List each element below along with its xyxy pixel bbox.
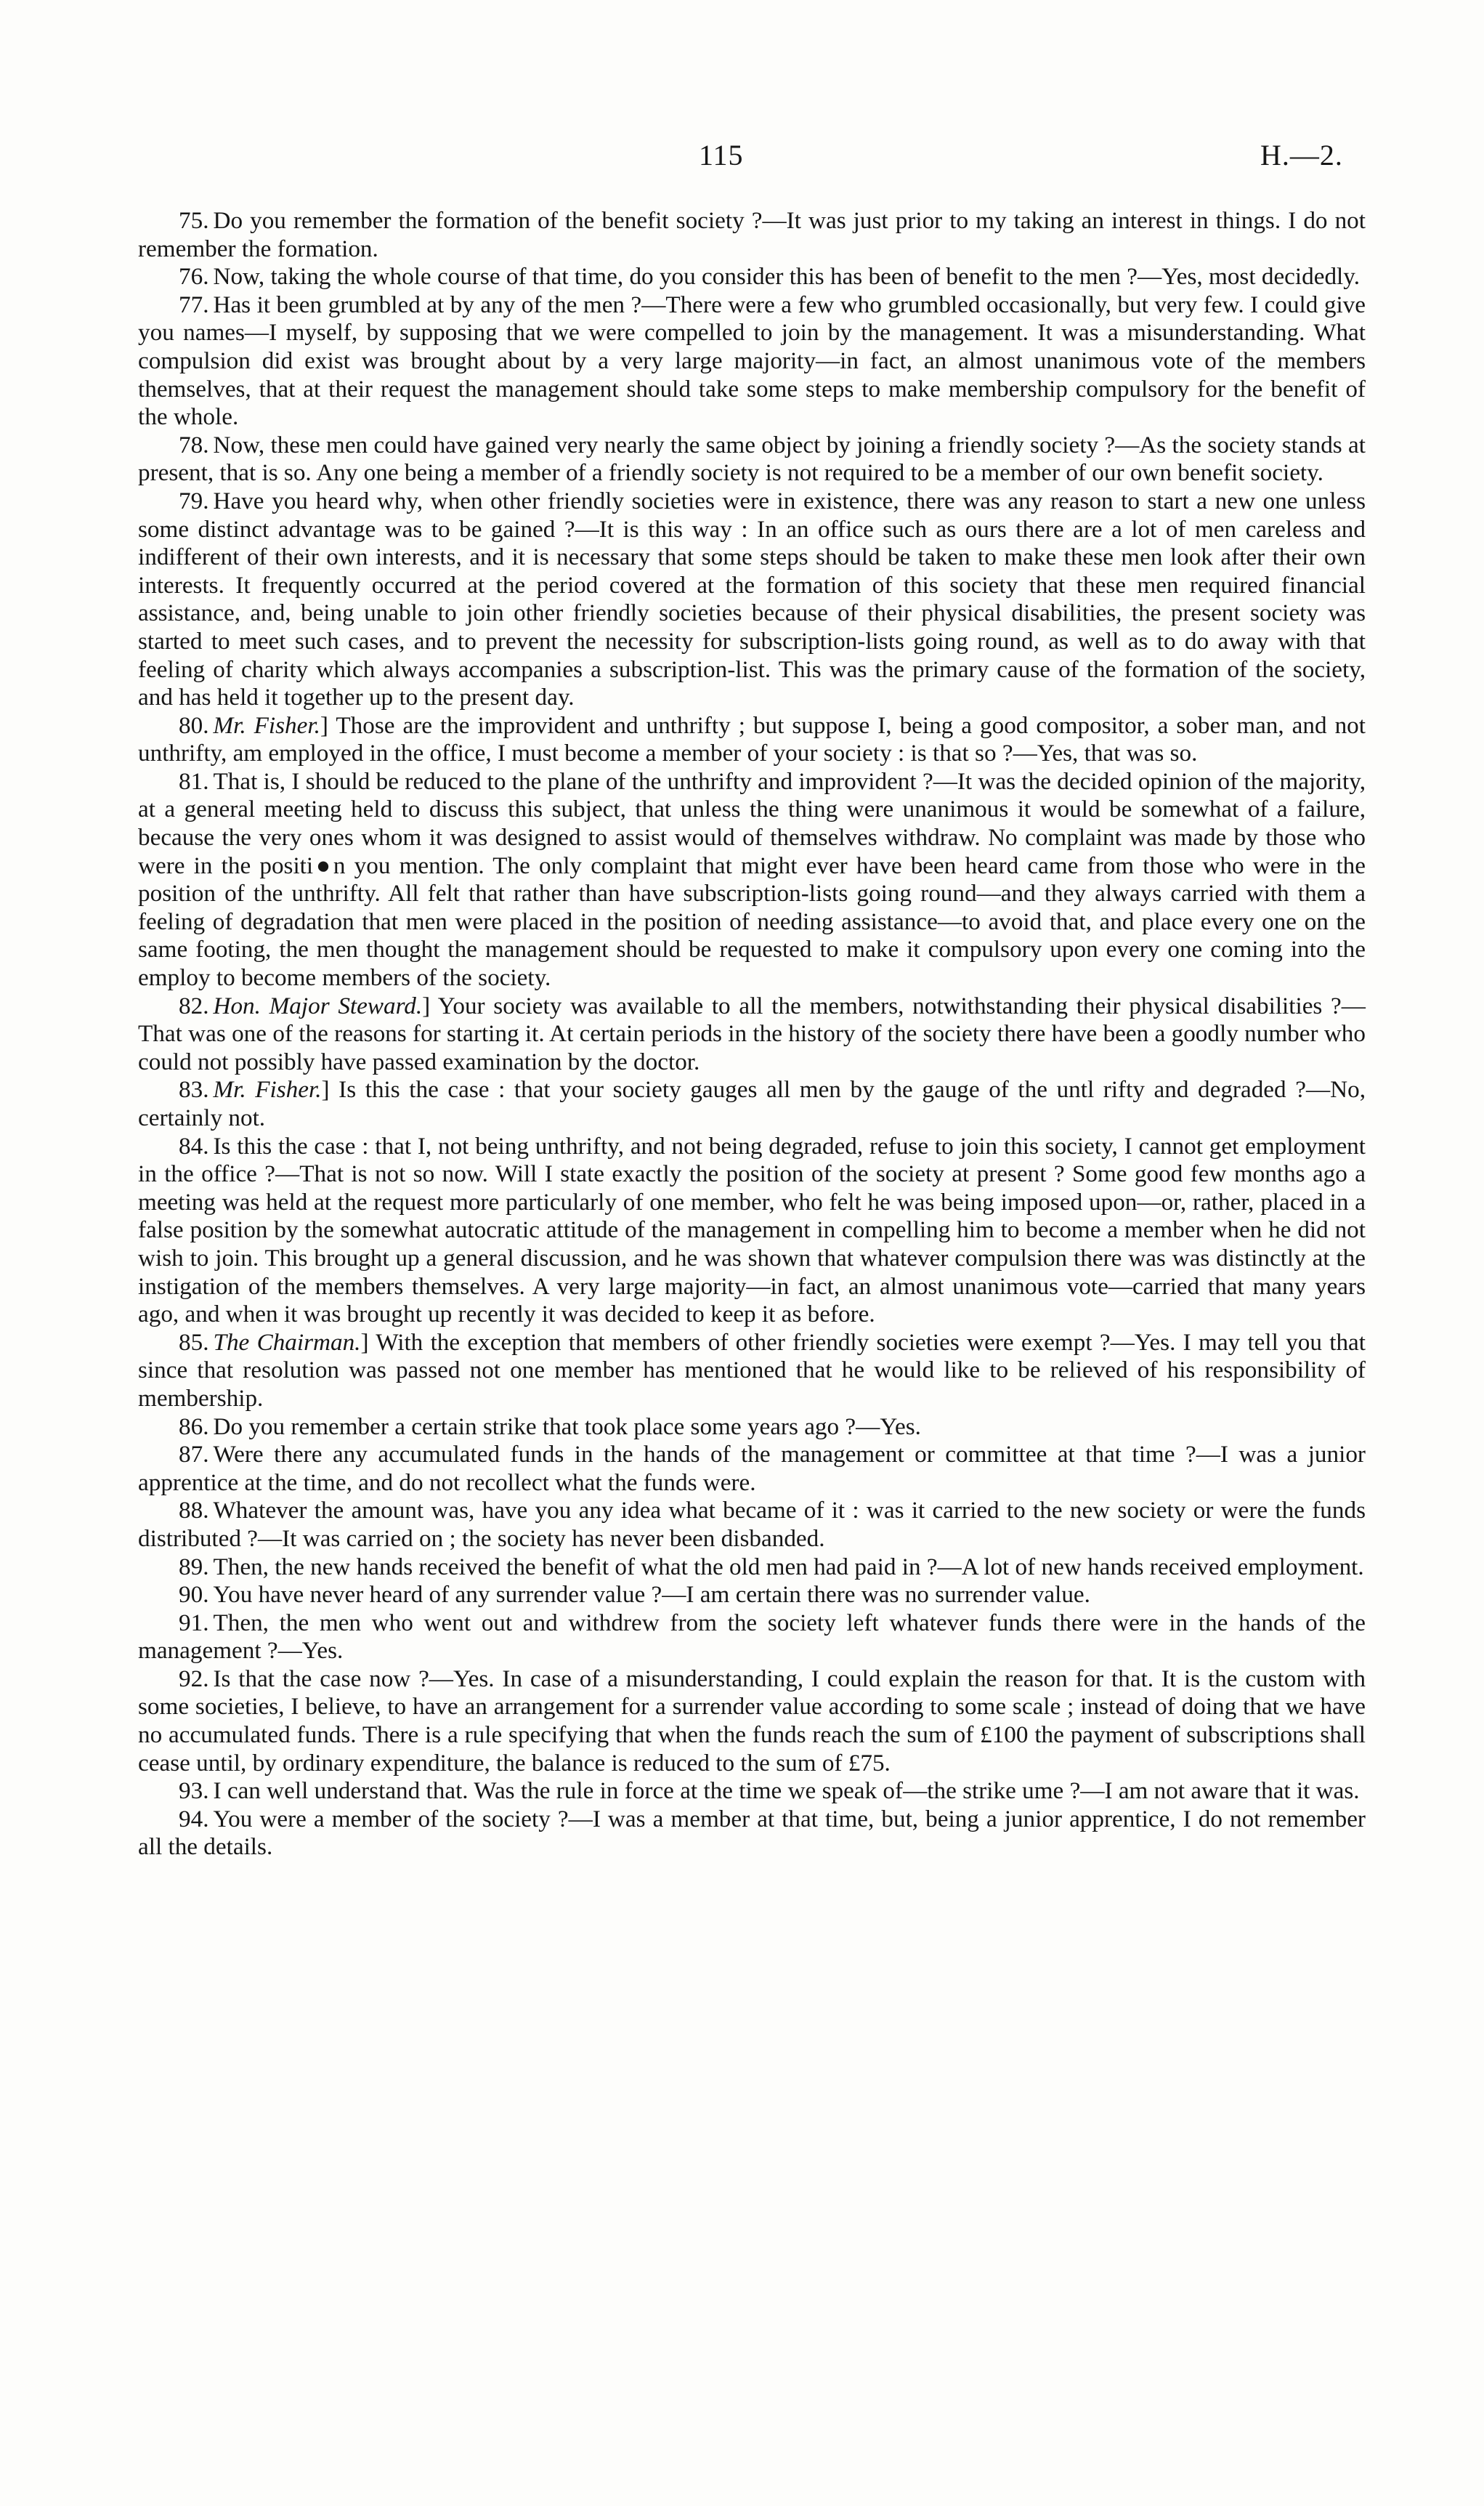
question-paragraph [138,488,1366,712]
document-reference: H.—2. [1260,139,1343,171]
question-paragraph [138,1329,1366,1413]
question-number: 83. [179,1076,209,1104]
question-number: 89. [179,1553,209,1580]
question-paragraph [138,712,1366,768]
page-header [0,138,1484,182]
question-paragraph [138,1665,1366,1777]
speaker-bracket: ] [360,1328,369,1356]
question-number: 90. [179,1581,209,1609]
question-number: 84. [179,1132,209,1160]
question-text: With the exception that members of other friendly societies were exempt ?—Yes. I may tell you that since that resolution was passed not one member has mentioned that he would like to be relieved of his responsibility of membership. [138,1328,1366,1412]
question-text: Is this the case : that your society gauges all men by the gauge of the untl rifty and degraded ?—No, certainly not. [138,1076,1366,1131]
question-paragraph [138,1497,1366,1553]
question-paragraph [138,768,1366,993]
question-paragraph [138,291,1366,432]
question-text: You have never heard of any surrender value ?—I am certain there was no surrender value. [213,1581,1090,1609]
question-number: 78. [179,431,209,458]
question-number: 94. [179,1805,209,1832]
speaker-name: Hon. Major Steward. [213,992,423,1019]
question-text: Whatever the amount was, have you any idea what became of it : was it carried to the new society or were the funds distributed ?—It was carried on ; the society has never been disbanded. [138,1497,1366,1552]
question-text: Has it been grumbled at by any of the men ?—There were a few who grumbled occasionally, but very few. I could give you names—I myself, by supposing that we were compelled to join by the management. It was a misunderstanding. What compulsion did exist was brought about by a very large majority—in fact, an almost unanimous vote of the members themselves, that at their request the management should take some steps to make membership compulsory for the benefit of the whole. [138,291,1366,431]
question-text: Were there any accumulated funds in the hands of the management or committee at that time ?—I was a junior apprentice at the time, and do not recollect what the funds were. [138,1441,1366,1496]
speaker-name: Mr. Fisher. [213,711,320,739]
question-number: 92. [179,1665,209,1692]
question-number: 81. [179,767,209,795]
page-number: 115 [699,139,744,171]
question-number: 86. [179,1412,209,1440]
speaker-bracket: ] [320,711,328,739]
question-text: Now, taking the whole course of that time, do you consider this has been of benefit to the men ?—Yes, most decidedly. [213,263,1361,291]
question-number: 77. [179,291,209,318]
question-paragraph [138,993,1366,1077]
question-number: 79. [179,487,209,514]
question-number: 91. [179,1609,209,1636]
question-text: Those are the improvident and unthrifty ; but suppose I, being a good compositor, a sober man, and not unthrifty, am employed in the office, I must become a member of your society : is that so ?—Yes, that was so. [138,711,1366,767]
speaker-name: Mr. Fisher. [213,1076,322,1104]
question-text: Then, the new hands received the benefit of what the old men had paid in ?—A lot of new hands received employment. [213,1553,1364,1580]
question-text: Your society was available to all the members, notwithstanding their physical disabilities ?—That was one of the reasons for starting it. At certain periods in the history of the society there have been a goodly number who could not possibly have passed examination by the doctor. [138,992,1366,1075]
question-number: 80. [179,711,209,739]
question-text: Then, the men who went out and withdrew from the society left whatever funds there were in the hands of the management ?—Yes. [138,1609,1366,1665]
question-paragraph [138,263,1366,291]
question-text: Now, these men could have gained very nearly the same object by joining a friendly society ?—As the society stands at present, that is so. Any one being a member of a friendly society is not required to be a member of our own benefit society. [138,431,1366,487]
question-text: Do you remember the formation of the benefit society ?—It was just prior to my taking an interest in things. I do not remember the formation. [138,207,1366,262]
question-paragraph [138,1413,1366,1442]
question-paragraph [138,1581,1366,1609]
question-text: Is this the case : that I, not being unthrifty, and not being degraded, refuse to join this society, I cannot get employment in the office ?—That is not so now. Will I state exactly the position of the society at present ? Some good few months ago a meeting was held at the request more particularly of one member, who felt he was being imposed upon—or, rather, placed in a false position by the somewhat autocratic attitude of the management in compelling him to become a member when he did not wish to join. This brought up a general discussion, and he was shown that whatever compulsion there was was distinctly at the instigation of the members themselves. A very large majority—in fact, an almost unanimous vote—carried that many years ago, and when it was brought up recently it was decided to keep it as before. [138,1132,1366,1328]
speaker-bracket: ] [321,1076,330,1104]
question-paragraph [138,1806,1366,1862]
speaker-name: The Chairman. [213,1328,361,1356]
question-text: Have you heard why, when other friendly societies were in existence, there was any reason to start a new one unless some distinct advantage was to be gained ?—It is this way : In an office such as ours there are a lot of men careless and indifferent of their own interests, and it is necessary that some steps should be taken to make these men look after their own interests. It frequently occurred at the period covered at the formation of this society that these men required financial assistance, and, being unable to join other friendly societies because of their physical disabilities, the present society was started to meet such cases, and to prevent the necessity for subscription-lists going round, as well as to do away with that feeling of charity which always accompanies a subscription-list. This was the primary cause of the formation of the society, and has held it together up to the present day. [138,487,1366,711]
question-paragraph [138,432,1366,488]
question-number: 93. [179,1777,209,1805]
question-paragraph [138,1076,1366,1132]
question-number: 85. [179,1328,209,1356]
question-number: 75. [179,207,209,234]
question-text: That is, I should be reduced to the plane of the unthrifty and improvident ?—It was the decided opinion of the majority, at a general meeting held to discuss this subject, that unless the thing were unanimous it would be somewhat of a failure, because the very ones whom it was designed to assist would of themselves withdraw. No complaint was made by those who were in the positi●n you mention. The only complaint that might ever have been heard came from those who were in the position of the unthrifty. All felt that rather than have subscription-lists going round—and they always carried with them a feeling of degradation that men were placed in the position of needing assistance—to avoid that, and place every one on the same footing, the men thought the management should be requested to make it compulsory upon every one coming into the employ to become members of the society. [138,767,1366,992]
question-paragraph [138,1553,1366,1582]
question-text: I can well understand that. Was the rule in force at the time we speak of—the strike ume ?—I am not aware that it was. [213,1777,1360,1805]
question-paragraph [138,1777,1366,1806]
question-paragraph [138,1133,1366,1329]
evidence-transcript [138,207,1366,1862]
question-paragraph [138,1441,1366,1497]
question-number: 82. [179,992,209,1019]
question-paragraph [138,1609,1366,1665]
question-text: You were a member of the society ?—I was a member at that time, but, being a junior apprentice, I do not remember all the details. [138,1805,1366,1861]
question-number: 76. [179,263,209,291]
question-paragraph [138,207,1366,263]
question-text: Do you remember a certain strike that took place some years ago ?—Yes. [213,1412,921,1440]
question-number: 87. [179,1441,209,1468]
speaker-bracket: ] [422,992,431,1019]
question-text: Is that the case now ?—Yes. In case of a misunderstanding, I could explain the reason for that. It is the custom with some societies, I believe, to have an arrangement for a surrender value according to some scale ; instead of doing that we have no accumulated funds. There is a rule specifying that when the funds reach the sum of £100 the payment of subscriptions shall cease until, by ordinary expenditure, the balance is reduced to the sum of £75. [138,1665,1366,1777]
question-number: 88. [179,1497,209,1524]
